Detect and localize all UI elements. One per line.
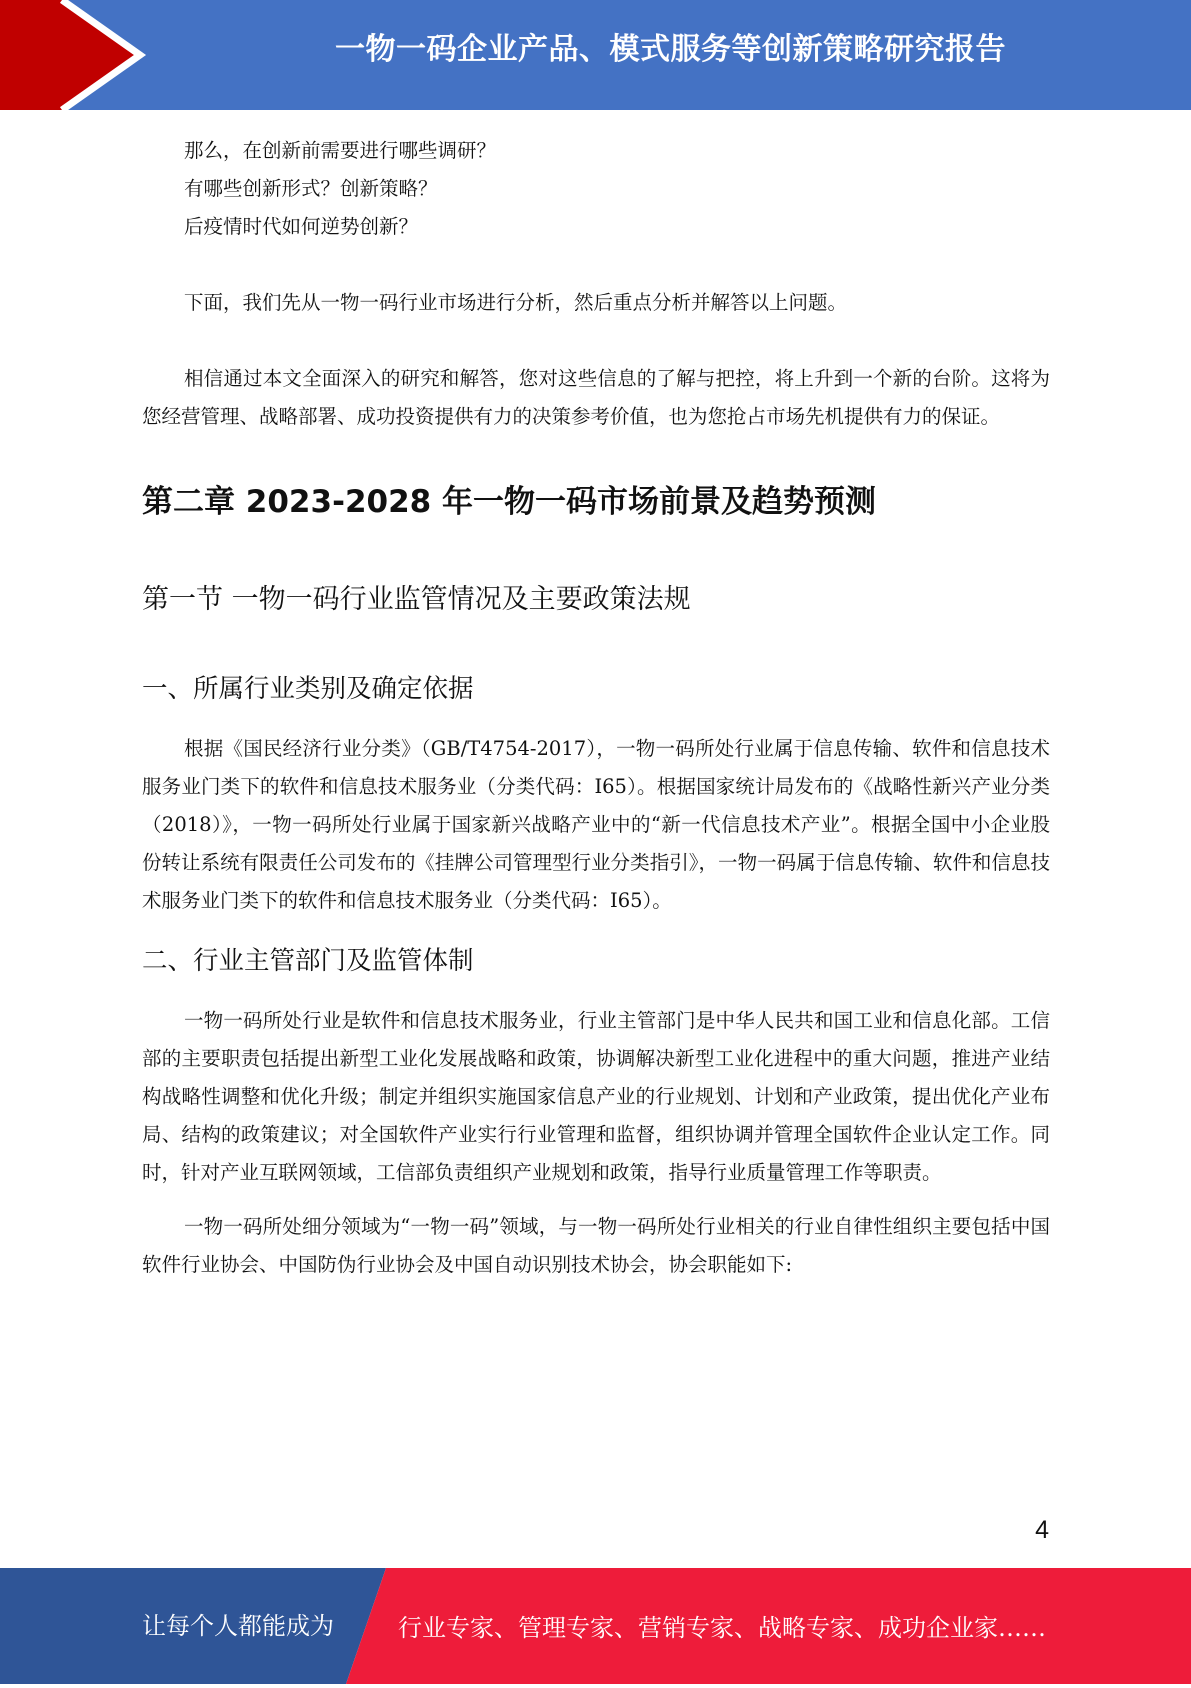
- footer-slogan-left: 让每个人都能成为: [142, 1612, 334, 1640]
- page-number: 4: [1035, 1516, 1049, 1544]
- report-title: 一物一码企业产品、模式服务等创新策略研究报告: [335, 32, 1006, 67]
- section-heading: 第一节 一物一码行业监管情况及主要政策法规: [142, 584, 691, 615]
- chapter-heading: 第二章 2023-2028 年一物一码市场前景及趋势预测: [142, 484, 877, 520]
- subsection-heading: 一、所属行业类别及确定依据: [142, 674, 474, 704]
- intro-paragraph: 相信通过本文全面深入的研究和解答，您对这些信息的了解与把控，将上升到一个新的台阶。这将为您经营管理、战略部署、成功投资提供有力的决策参考价值，也为您抢占市场先机提供有力的保证。: [142, 367, 1050, 428]
- intro-question: 有哪些创新形式？创新策略？: [184, 177, 438, 200]
- body-paragraph: 一物一码所处行业是软件和信息技术服务业，行业主管部门是中华人民共和国工业和信息化部。工信部的主要职责包括提出新型工业化发展战略和政策，协调解决新型工业化进程中的重大问题，推进产业结构战略性调整和优化升级；制定并组织实施国家信息产业的行业规划、计划和产业政策，提出优化产业布局、结构的政策建议；对全国软件产业实行行业管理和监督，组织协调并管理全国软件企业认定工作。同时，针对产业互联网领域，工信部负责组织产业规划和政策，指导行业质量管理工作等职责。: [142, 1009, 1050, 1184]
- intro-paragraph: 下面，我们先从一物一码行业市场进行分析，然后重点分析并解答以上问题。: [184, 291, 848, 314]
- body-paragraph: 根据《国民经济行业分类》（GB/T4754-2017），一物一码所处行业属于信息传输、软件和信息技术服务业门类下的软件和信息技术服务业（分类代码：I65）。根据国家统计局发布的《战略性新兴产业分类（2018）》，一物一码所处行业属于国家新兴战略产业中的“新一代信息技术产业”。根据全国中小企业股份转让系统有限责任公司发布的《挂牌公司管理型行业分类指引》，一物一码属于信息传输、软件和信息技术服务业门类下的软件和信息技术服务业（分类代码：I65）。: [142, 737, 1050, 912]
- footer-banner: [0, 1568, 1191, 1684]
- footer-slogan-right: 行业专家、管理专家、营销专家、战略专家、成功企业家……: [398, 1614, 1046, 1642]
- intro-question: 后疫情时代如何逆势创新？: [184, 215, 419, 238]
- page-content: [142, 132, 1050, 1284]
- header-banner: [0, 0, 1191, 110]
- header-chevron-decoration: [0, 0, 150, 110]
- intro-question: 那么，在创新前需要进行哪些调研？: [184, 139, 497, 162]
- subsection-heading: 二、行业主管部门及监管体制: [142, 946, 474, 976]
- body-paragraph: 一物一码所处细分领域为“一物一码”领域，与一物一码所处行业相关的行业自律性组织主要包括中国软件行业协会、中国防伪行业协会及中国自动识别技术协会，协会职能如下:: [142, 1215, 1050, 1276]
